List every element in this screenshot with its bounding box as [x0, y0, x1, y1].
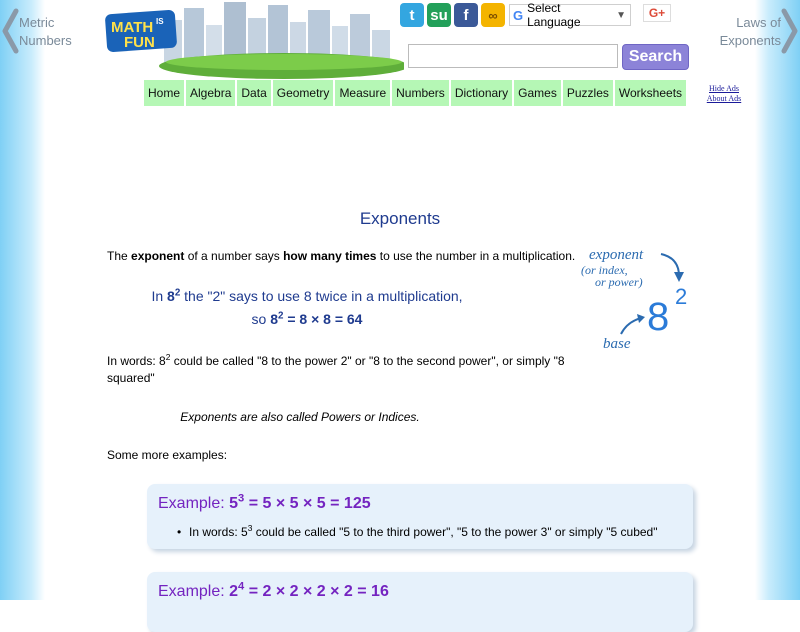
language-select-label: Select Language [527, 1, 581, 29]
chevron-right-icon [780, 8, 800, 54]
diagram-base-label: base [603, 336, 631, 352]
google-plus-button[interactable]: G+ [643, 4, 671, 22]
menu-item-data[interactable]: Data [237, 80, 270, 106]
main-menu [144, 80, 686, 106]
page-title: Exponents [359, 209, 441, 228]
menu-item-algebra[interactable]: Algebra [186, 80, 235, 106]
menu-item-dictionary[interactable]: Dictionary [451, 80, 512, 106]
diagram-index-label-2: or power) [595, 275, 643, 289]
menu-item-numbers[interactable]: Numbers [392, 80, 449, 106]
facebook-icon[interactable]: f [454, 3, 478, 27]
example-box-1 [147, 484, 693, 549]
menu-item-worksheets[interactable]: Worksheets [615, 80, 686, 106]
exponent-base-diagram [575, 240, 705, 355]
menu-item-puzzles[interactable]: Puzzles [563, 80, 613, 106]
search-input[interactable] [408, 44, 618, 68]
menu-item-games[interactable]: Games [514, 80, 561, 106]
chevron-down-icon: ▼ [616, 9, 626, 21]
city-skyline-illustration [154, 0, 404, 80]
menu-item-geometry[interactable]: Geometry [273, 80, 334, 106]
social-share-bar [400, 3, 505, 27]
google-icon: G [513, 7, 524, 23]
chevron-left-icon [0, 8, 20, 54]
also-called-note: Exponents are also called Powers or Indices. [180, 410, 420, 424]
in-words-paragraph: In words: $8^2$ could be called "8 to the power 2" or "8 to the second power", or simply "8 squared" [107, 352, 565, 385]
language-select[interactable] [509, 1, 631, 29]
diagram-exponent-digit: 2 [675, 284, 688, 309]
left-side-panel [0, 0, 45, 600]
svg-text:IS: IS [156, 17, 164, 26]
example-2-title: Example: $2^4 = 2 \times 2 \times 2 \times 2 = 16$ [158, 580, 389, 600]
link-icon[interactable]: ∞ [481, 3, 505, 27]
example-1-title: Example: $5^3 = 5 \times 5 \times 5 = 125$ [158, 492, 371, 512]
intro-paragraph: The exponent of a number says how many times to use the number in a multiplication. [107, 249, 576, 263]
hide-ads-link[interactable]: Hide Ads [709, 84, 739, 93]
site-header [104, 0, 404, 80]
ads-links [706, 84, 742, 104]
example-box-2 [147, 572, 693, 632]
prev-page-label: Metric Numbers [19, 15, 72, 48]
svg-text:MATH: MATH [111, 19, 154, 36]
menu-item-home[interactable]: Home [144, 80, 184, 106]
diagram-exponent-label: exponent [589, 247, 644, 263]
diagram-base-digit: 8 [647, 295, 670, 339]
more-examples-heading: Some more examples: [107, 448, 228, 462]
example-line-2: so $8^2 = 8 \times 8 = 64$ [251, 310, 363, 327]
menu-item-measure[interactable]: Measure [335, 80, 390, 106]
search-button[interactable]: Search [622, 44, 689, 70]
example-line-1: In $8^2$ the "2" says to use 8 twice in a multiplication, [151, 287, 463, 304]
next-page-label: Laws of Exponents [719, 15, 781, 48]
svg-text:FUN: FUN [124, 34, 155, 51]
math-is-fun-logo[interactable] [104, 8, 178, 54]
twitter-icon[interactable]: t [400, 3, 424, 27]
stumbleupon-icon[interactable]: su [427, 3, 451, 27]
right-side-panel [755, 0, 800, 600]
example-1-bullet: • In words: $5^3$ could be called "5 to the third power", "5 to the power 3" or simply "5 cubed" [189, 525, 658, 539]
about-ads-link[interactable]: About Ads [706, 94, 742, 103]
diagram-index-label-1: (or index, [581, 263, 628, 277]
